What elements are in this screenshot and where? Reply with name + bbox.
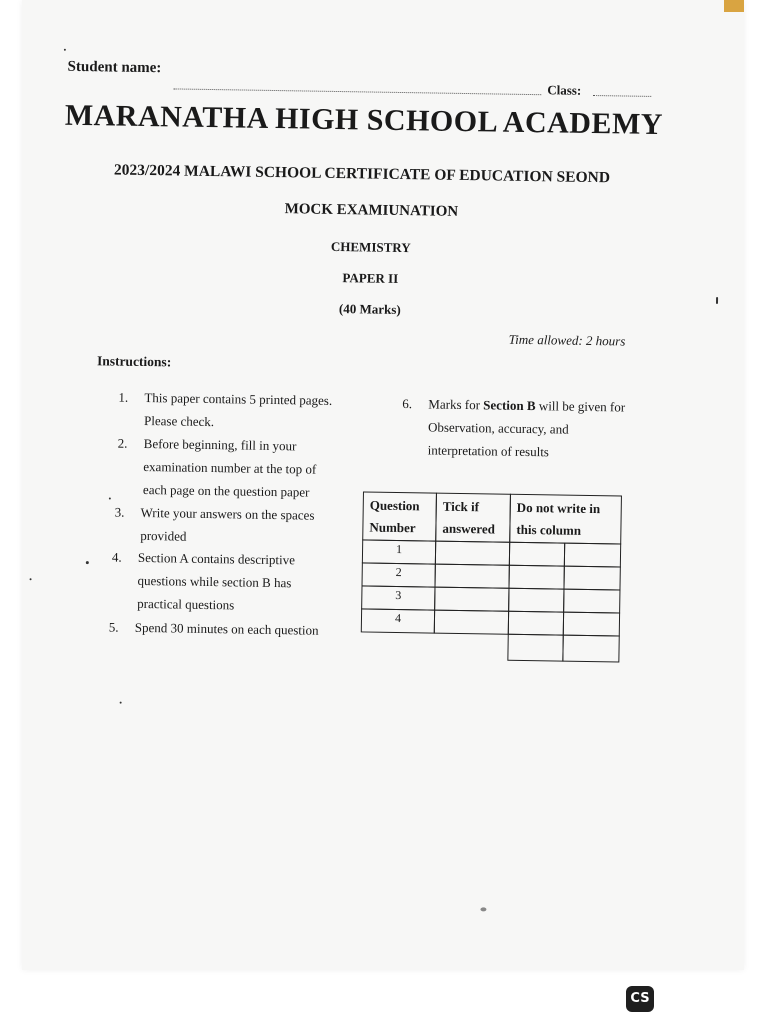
table-header-examiner-only: Do not write in this column bbox=[509, 494, 622, 545]
instruction-text: Section A contains descriptive questions while section B has practical questions bbox=[137, 549, 296, 613]
table-cell-examiner-total bbox=[562, 635, 619, 663]
table-cell-question-number: 4 bbox=[361, 608, 435, 633]
table-cell-examiner bbox=[563, 612, 620, 637]
school-name: MARANATHA HIGH SCHOOL ACADEMY bbox=[64, 98, 664, 142]
instruction-text: Marks for Section B will be given for Observation, accuracy, and interpretation of results bbox=[427, 396, 626, 460]
section-b-emphasis: Section B bbox=[483, 397, 536, 414]
class-field[interactable] bbox=[593, 95, 651, 97]
total-marks: (40 Marks) bbox=[338, 301, 401, 318]
table-cell-examiner bbox=[563, 589, 620, 614]
exam-subtitle: MOCK EXAMIUNATION bbox=[284, 201, 459, 220]
scan-speck bbox=[120, 702, 122, 704]
instruction-number: 5. bbox=[108, 619, 119, 635]
table-cell-examiner bbox=[564, 543, 621, 568]
table-cell-examiner-total bbox=[507, 634, 563, 662]
subject-name: CHEMISTRY bbox=[330, 238, 411, 256]
class-label: Class: bbox=[547, 82, 582, 98]
table-cell-question-number: 3 bbox=[361, 585, 435, 610]
camscanner-logo: CS bbox=[626, 986, 654, 1012]
table-cell-examiner bbox=[508, 588, 564, 613]
scan-speck bbox=[716, 297, 718, 304]
table-cell-tick[interactable] bbox=[434, 564, 509, 589]
time-allowed: Time allowed: 2 hours bbox=[508, 331, 626, 349]
table-cell-examiner bbox=[509, 542, 565, 567]
instructions-heading: Instructions: bbox=[96, 353, 172, 370]
instruction-number: 4. bbox=[111, 549, 122, 565]
table-cell-question-number: 2 bbox=[361, 562, 435, 587]
table-header-tick: Tick if answered bbox=[435, 493, 511, 543]
scan-speck bbox=[64, 49, 66, 51]
scan-speck bbox=[480, 907, 486, 911]
instruction-text: Write your answers on the spaces provided bbox=[140, 504, 315, 544]
instruction-number: 3. bbox=[114, 504, 125, 520]
scan-speck bbox=[86, 561, 89, 564]
instruction-text: Before beginning, fill in your examination number at the top of each page on the question paper bbox=[142, 435, 317, 500]
exam-title: 2023/2024 MALAWI SCHOOL CERTIFICATE OF EDUCATION SEOND bbox=[113, 161, 611, 187]
scan-speck bbox=[109, 497, 111, 499]
paper-number: PAPER II bbox=[342, 270, 399, 286]
student-name-label: Student name: bbox=[67, 58, 162, 77]
scan-speck bbox=[30, 578, 32, 580]
instruction-number: 2. bbox=[117, 435, 128, 451]
instruction-text: This paper contains 5 printed pages. Please check. bbox=[143, 389, 333, 430]
instruction-text: Spend 30 minutes on each question bbox=[134, 619, 319, 638]
instruction-number: 6. bbox=[402, 396, 413, 412]
instruction-number: 1. bbox=[118, 389, 129, 405]
table-cell-tick[interactable] bbox=[434, 610, 509, 635]
table-cell-examiner bbox=[508, 611, 564, 636]
table-cell-examiner bbox=[508, 565, 564, 590]
table-cell-tick[interactable] bbox=[435, 541, 510, 566]
student-name-field[interactable] bbox=[173, 88, 541, 95]
table-header-question-number: Question Number bbox=[362, 491, 437, 541]
table-cell-tick[interactable] bbox=[434, 587, 509, 612]
table-cell-question-number: 1 bbox=[362, 539, 436, 564]
table-cell-examiner bbox=[563, 566, 620, 591]
